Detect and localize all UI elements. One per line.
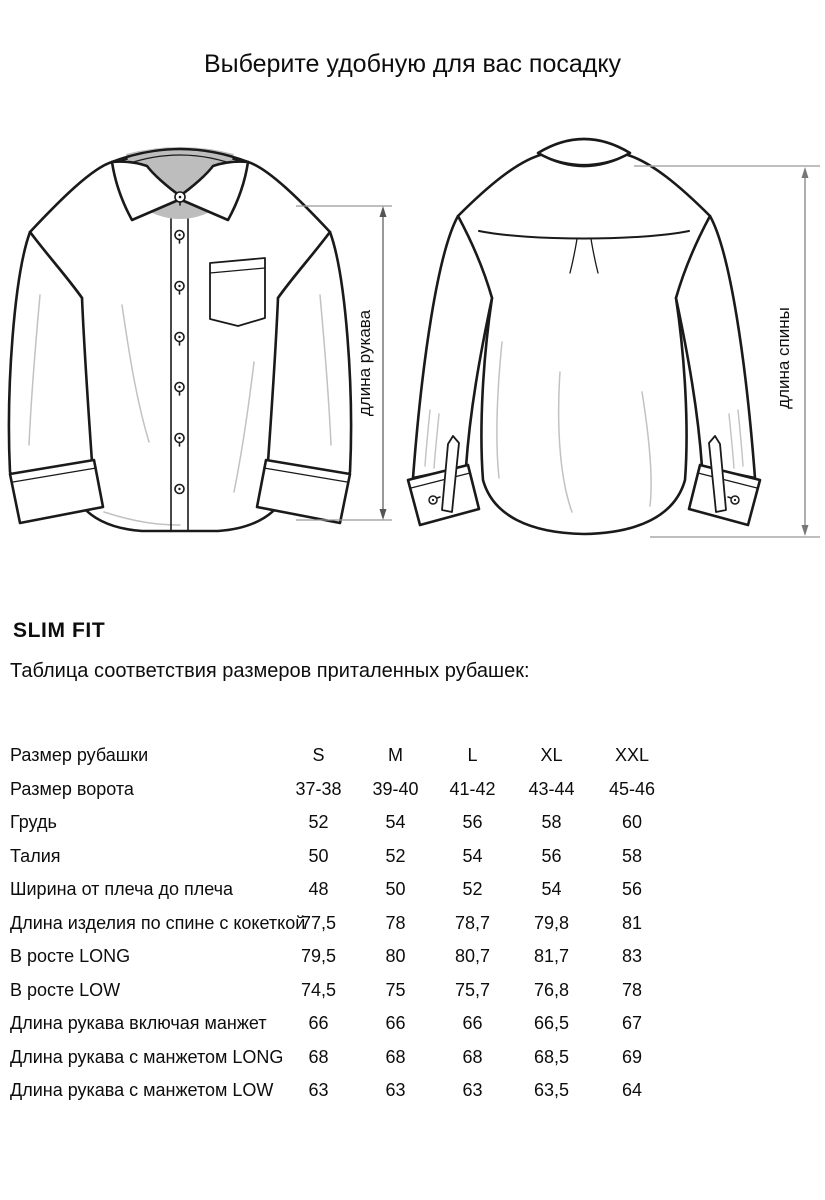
- table-row: [10, 940, 700, 974]
- back-shirt-drawing: [408, 139, 760, 534]
- table-row: [10, 806, 700, 840]
- size-value: 77,5: [300, 912, 337, 933]
- size-col-header: M: [388, 745, 403, 766]
- size-value: 83: [621, 946, 643, 967]
- size-value: 74,5: [300, 979, 337, 1000]
- size-value: 63,5: [533, 1080, 570, 1101]
- size-table: [10, 739, 700, 1108]
- table-row: [10, 1074, 700, 1108]
- size-value: 66: [308, 1013, 329, 1034]
- size-value: 45-46: [608, 778, 656, 799]
- size-value: 56: [462, 812, 483, 833]
- size-value: 54: [541, 879, 562, 900]
- size-value: 81: [621, 912, 643, 933]
- table-row: [10, 873, 700, 907]
- size-value: 56: [541, 845, 562, 866]
- size-value: 58: [541, 812, 562, 833]
- size-value: 80: [385, 946, 406, 967]
- size-value: 54: [385, 812, 406, 833]
- row-label: Талия: [10, 845, 61, 866]
- size-value: 64: [621, 1080, 643, 1101]
- size-col-header: XL: [540, 745, 563, 766]
- arrowhead-up-icon: [380, 206, 387, 217]
- sleeve-length-label: длина рукава: [355, 309, 374, 417]
- size-value: 54: [462, 845, 483, 866]
- size-value: 81,7: [533, 946, 570, 967]
- size-value: 63: [308, 1080, 329, 1101]
- size-value: 48: [308, 879, 329, 900]
- table-row: [10, 1007, 700, 1041]
- size-value: 75,7: [454, 979, 491, 1000]
- table-header-row: [10, 739, 700, 773]
- size-value: 52: [308, 812, 329, 833]
- size-value: 67: [621, 1013, 643, 1034]
- table-subtitle: Таблица соответствия размеров приталенных рубашек:: [10, 660, 530, 682]
- row-label: Размер рубашки: [10, 745, 149, 766]
- size-value: 50: [308, 845, 329, 866]
- size-value: 50: [385, 879, 406, 900]
- row-label: Длина рукава с манжетом LOW: [10, 1080, 274, 1101]
- back-body: [458, 151, 710, 534]
- size-value: 37-38: [295, 778, 342, 799]
- front-collar: [112, 147, 248, 220]
- size-value: 68,5: [533, 1046, 570, 1067]
- row-label: Длина рукава включая манжет: [10, 1013, 267, 1034]
- size-value: 76,8: [533, 979, 570, 1000]
- table-row: [10, 773, 700, 807]
- page-title: Выберите удобную для вас посадку: [203, 50, 622, 78]
- row-label: Ширина от плеча до плеча: [10, 879, 234, 900]
- fit-heading: SLIM FIT: [13, 619, 106, 642]
- back-length-label: длина спины: [774, 307, 793, 409]
- size-value: 78: [621, 979, 643, 1000]
- table-row: [10, 974, 700, 1008]
- size-value: 60: [621, 812, 643, 833]
- front-shirt-drawing: [9, 147, 351, 531]
- size-value: 52: [462, 879, 483, 900]
- row-label: Размер ворота: [10, 778, 134, 799]
- size-value: 66,5: [533, 1013, 570, 1034]
- size-value: 75: [385, 979, 406, 1000]
- size-value: 66: [462, 1013, 483, 1034]
- size-value: 79,8: [533, 912, 570, 933]
- arrowhead-down-icon: [802, 525, 809, 536]
- arrowhead-down-icon: [380, 509, 387, 520]
- size-value: 78,7: [454, 912, 491, 933]
- size-value: 79,5: [300, 946, 337, 967]
- size-value: 78: [385, 912, 406, 933]
- size-value: 66: [385, 1013, 406, 1034]
- row-label: Грудь: [10, 812, 57, 833]
- size-value: 69: [621, 1046, 643, 1067]
- row-label: Длина рукава с манжетом LONG: [10, 1046, 284, 1067]
- size-value: 63: [462, 1080, 483, 1101]
- chest-pocket: [210, 258, 265, 326]
- shirt-diagram: [0, 110, 825, 580]
- size-value: 52: [385, 845, 406, 866]
- size-col-header: XXL: [614, 745, 650, 766]
- size-col-header: L: [467, 745, 478, 766]
- arrowhead-up-icon: [802, 167, 809, 178]
- size-value: 39-40: [372, 778, 419, 799]
- size-value: 58: [621, 845, 643, 866]
- table-row: [10, 840, 700, 874]
- size-value: 56: [621, 879, 643, 900]
- row-label: Длина изделия по спине с кокеткой: [10, 912, 306, 933]
- size-value: 68: [385, 1046, 406, 1067]
- table-row: [10, 1041, 700, 1075]
- size-value: 80,7: [454, 946, 491, 967]
- row-label: В росте LOW: [10, 979, 121, 1000]
- size-value: 43-44: [528, 778, 575, 799]
- size-value: 63: [385, 1080, 406, 1101]
- row-label: В росте LONG: [10, 946, 131, 967]
- size-value: 68: [462, 1046, 483, 1067]
- size-value: 68: [308, 1046, 329, 1067]
- table-row: [10, 907, 700, 941]
- size-value: 41-42: [449, 778, 496, 799]
- size-col-header: S: [312, 745, 325, 766]
